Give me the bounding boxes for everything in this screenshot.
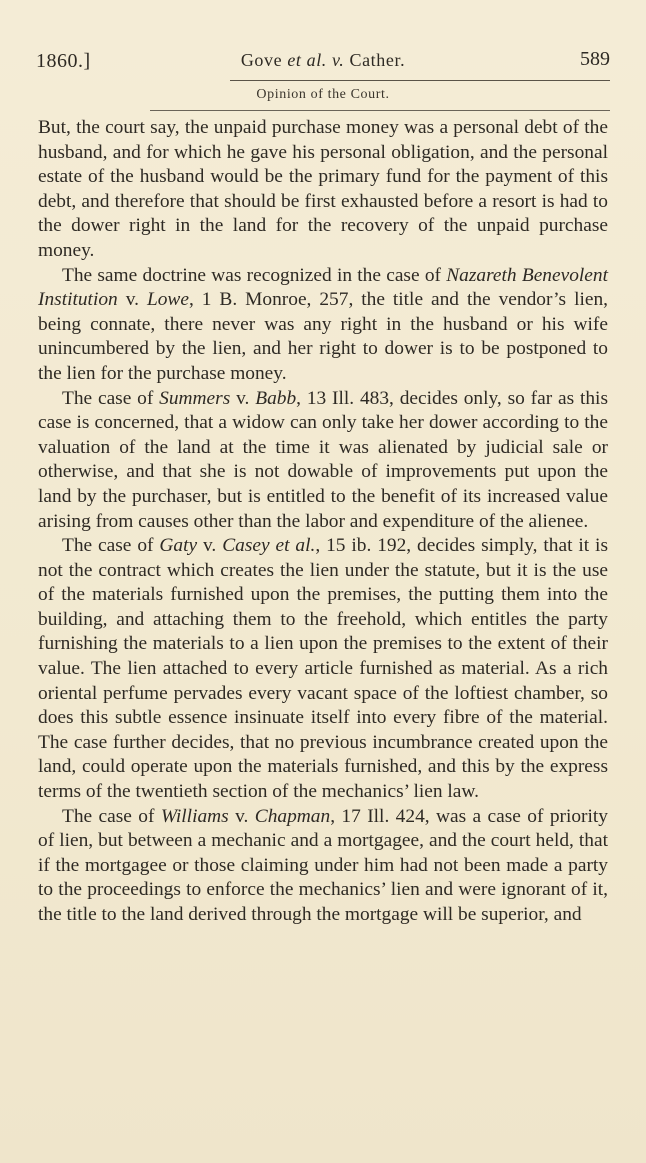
header-rule: [230, 80, 610, 81]
text-run: v.: [228, 805, 255, 827]
et-al: et al.: [287, 50, 327, 70]
text-run: v.: [117, 289, 147, 311]
case-name-italic: Babb: [255, 387, 297, 409]
paragraph: [38, 116, 608, 264]
text-run: The case of: [62, 387, 160, 409]
case-name-italic: Nazareth Benevolent Institution: [38, 264, 608, 311]
paragraph: [38, 805, 608, 928]
case-name-italic: Gaty: [159, 535, 198, 557]
case-name-italic: Williams: [160, 805, 229, 827]
text-run: v.: [197, 535, 223, 557]
paragraph: [38, 264, 608, 387]
page-number: 589: [580, 48, 610, 70]
case-name-italic: Chapman: [254, 805, 331, 827]
section-subheading: Opinion of the Court.: [256, 87, 390, 102]
case-name-italic: Summers: [159, 387, 231, 409]
case-name-italic: Casey et al.: [222, 535, 316, 557]
paragraph: [38, 387, 608, 535]
text-run: The same doctrine was recognized in the case of: [62, 264, 447, 286]
versus: v.: [332, 50, 345, 70]
party-two: Cather.: [349, 50, 406, 70]
text-run: , 15 ib. 192, decides simply, that it is not the contract which creates the lien under the statute, but it is the use of the materials furnished upon the premises, the putting them into the building, and attaching them to the freehold, which entitles the party furnishing the materials to a lien upon the premises to the extent of their value. The lien attached to every article furnished as material. As a rich oriental perfume pervades every vacant space of the loftiest chamber, so does this subtle essence insinuate itself into every fibre of the material. The case further decides, that no previous incumbrance created upon the land, could operate upon the materials furnished, and this by the express terms of the twentieth section of the mechanics’ lien law.: [38, 535, 608, 803]
case-name-italic: Lowe: [146, 289, 189, 311]
opinion-body: [38, 116, 608, 928]
subheading-rule: [150, 110, 610, 111]
text-run: v.: [230, 387, 256, 409]
text-run: The case of: [62, 535, 160, 557]
running-head-year: 1860.]: [36, 50, 91, 72]
paragraph: [38, 534, 608, 805]
running-head: [36, 48, 610, 78]
text-run: , 1 B. Monroe, 257, the title and the vendor’s lien, being connate, there never was any right in the husband or his wife unincumbered by the lien, and her right to dower is to be postponed to the lien for the purchase money.: [38, 289, 608, 384]
text-run: , 13 Ill. 483, decides only, so far as this case is concerned, that a widow can only take her dower according to the valuation of the land at the time it was alienated by judicial sale or otherwise, and that she is not dowable of improvements put upon the land by the purchaser, but is entitled to the benefit of its increased value arising from causes other than the labor and expenditure of the alienee.: [38, 387, 608, 532]
party-one: Gove: [240, 50, 283, 70]
text-run: But, the court say, the unpaid purchase money was a personal debt of the husband, and for which he gave his personal obligation, and the personal estate of the husband would be the primary fund for the payment of this debt, and therefore that should be first exhausted before a resort is had to the dower right in the land for the recovery of the unpaid purchase money.: [38, 117, 608, 261]
running-head-case-title: [36, 50, 610, 71]
text-run: The case of: [62, 805, 161, 827]
text-run: , 17 Ill. 424, was a case of priority of lien, but between a mechanic and a mortgagee, and the court held, that if the mortgagee or those claiming under him had not been made a party to the proceedings to enforce the mechanics’ lien and were ignorant of it, the title to the land derived through the mortgage will be superior, and: [38, 805, 608, 925]
